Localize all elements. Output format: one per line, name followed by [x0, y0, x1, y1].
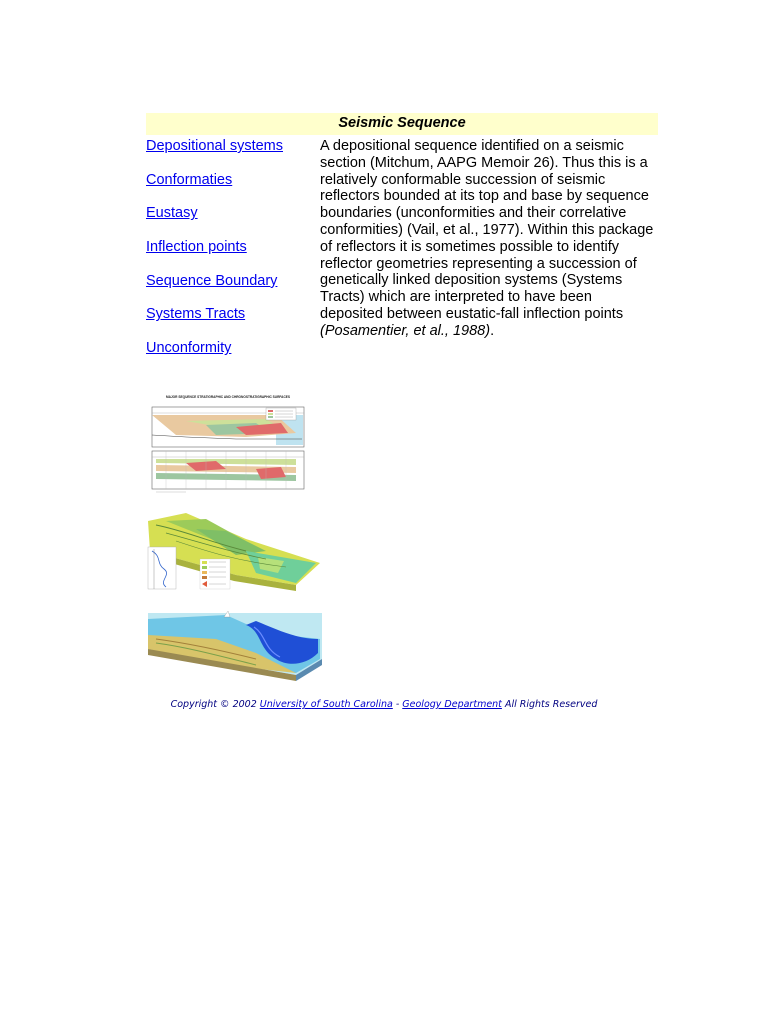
stratigraphy-heading: MAJOR SEQUENCE STRATIGRAPHIC AND CHRONOSTRATIGRAPHIC SURFACES — [165, 394, 291, 399]
copyright-footer — [0, 699, 768, 710]
geology-department-link[interactable]: Geology Department — [402, 699, 502, 710]
description-citation: (Posamentier, et al., 1988) — [320, 322, 491, 339]
content-row — [146, 138, 658, 374]
description — [320, 138, 658, 374]
copyright-prefix: Copyright © 2002 — [170, 699, 260, 710]
description-text: A depositional sequence identified on a seismic section (Mitchum, AAPG Memoir 26). Thus this is a relatively conformable succession of seismic reflectors bounded at its top and base by sequence boundaries (unconformities and their correlative conformities) (Vail, et al., 1977). Within this package of reflectors it is sometimes possible to identify reflector geometries representing a succession of genetically linked deposition systems (Systems Tracts) which are interpreted to have been deposited between eustatic-fall inflection points — [320, 138, 654, 322]
link-sequence-boundary[interactable]: Sequence Boundary — [146, 272, 278, 289]
figures — [146, 393, 658, 681]
nav-links — [146, 138, 320, 374]
link-inflection-points[interactable]: Inflection points — [146, 239, 247, 256]
description-end: . — [490, 322, 495, 339]
link-unconformity[interactable]: Unconformity — [146, 340, 232, 357]
link-eustasy[interactable]: Eustasy — [146, 205, 198, 222]
copyright-suffix: All Rights Reserved — [501, 699, 598, 710]
content-table — [146, 113, 658, 697]
channel-block-diagram — [146, 609, 322, 681]
depositional-block-diagram — [146, 511, 320, 593]
link-conformaties[interactable]: Conformaties — [146, 171, 233, 188]
copyright-separator: - — [392, 699, 403, 710]
link-depositional-systems[interactable]: Depositional systems — [146, 138, 283, 154]
page-title: Seismic Sequence — [146, 113, 658, 135]
university-link[interactable]: University of South Carolina — [259, 699, 393, 710]
stratigraphy-diagram — [146, 393, 310, 495]
link-systems-tracts[interactable]: Systems Tracts — [146, 306, 246, 323]
